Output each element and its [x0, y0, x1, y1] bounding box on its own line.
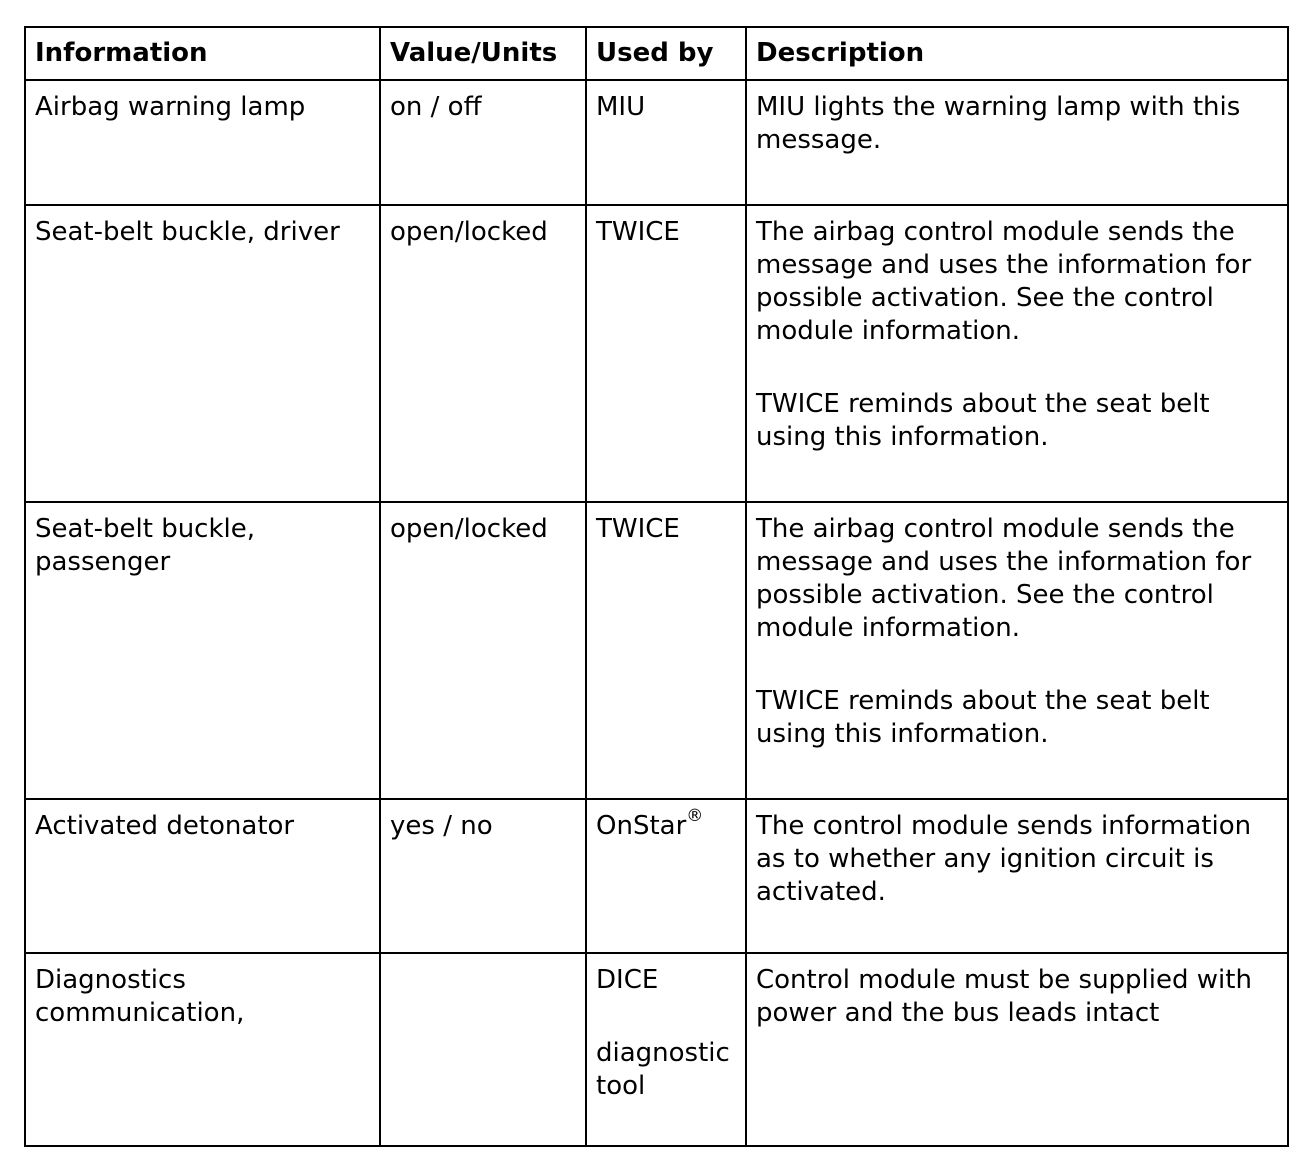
paragraph-spacer	[596, 997, 737, 1037]
table-row	[25, 502, 1288, 799]
description-paragraph: Control module must be supplied with power and the bus leads intact	[756, 965, 1252, 1028]
cell-information: Seat-belt buckle, passenger	[25, 502, 380, 799]
paragraph-spacer	[756, 645, 1279, 685]
description-paragraph: MIU lights the warning lamp with this message.	[756, 92, 1241, 155]
cell-used-by: TWICE	[586, 502, 746, 799]
description-paragraph: The airbag control module sends the message and uses the information for possible activation. See the control module information.	[756, 514, 1252, 643]
table-row	[25, 799, 1288, 953]
cell-description	[746, 80, 1288, 205]
registered-trademark-mark: ®	[686, 806, 704, 827]
cell-used-by	[586, 799, 746, 953]
paragraph-spacer	[756, 348, 1279, 388]
cell-description	[746, 953, 1288, 1146]
cell-description	[746, 799, 1288, 953]
cell-information: Activated detonator	[25, 799, 380, 953]
cell-used-by: TWICE	[586, 205, 746, 502]
used-by-name: OnStar	[596, 811, 687, 841]
cell-description	[746, 205, 1288, 502]
description-paragraph: The airbag control module sends the message and uses the information for possible activation. See the control module information.	[756, 217, 1252, 346]
cell-used-by: MIU	[586, 80, 746, 205]
information-table	[24, 26, 1289, 1147]
cell-used-by	[586, 953, 746, 1146]
header-information: Information	[25, 27, 380, 80]
cell-information: Airbag warning lamp	[25, 80, 380, 205]
cell-information: Seat-belt buckle, driver	[25, 205, 380, 502]
description-paragraph: The control module sends information as to whether any ignition circuit is activated.	[756, 811, 1252, 907]
header-description: Description	[746, 27, 1288, 80]
table-row	[25, 953, 1288, 1146]
description-paragraph: TWICE reminds about the seat belt using this information.	[756, 686, 1210, 749]
cell-value-units	[380, 953, 586, 1146]
header-value-units: Value/Units	[380, 27, 586, 80]
description-paragraph: TWICE reminds about the seat belt using this information.	[756, 389, 1210, 452]
used-by-line: DICE	[596, 965, 659, 995]
used-by-line: diagnostic tool	[596, 1038, 730, 1101]
cell-value-units: open/locked	[380, 205, 586, 502]
table-row	[25, 205, 1288, 502]
cell-value-units: open/locked	[380, 502, 586, 799]
cell-description	[746, 502, 1288, 799]
cell-value-units: on / off	[380, 80, 586, 205]
cell-information: Diagnostics communication,	[25, 953, 380, 1146]
table-header-row	[25, 27, 1288, 80]
cell-value-units: yes / no	[380, 799, 586, 953]
header-used-by: Used by	[586, 27, 746, 80]
table-row	[25, 80, 1288, 205]
